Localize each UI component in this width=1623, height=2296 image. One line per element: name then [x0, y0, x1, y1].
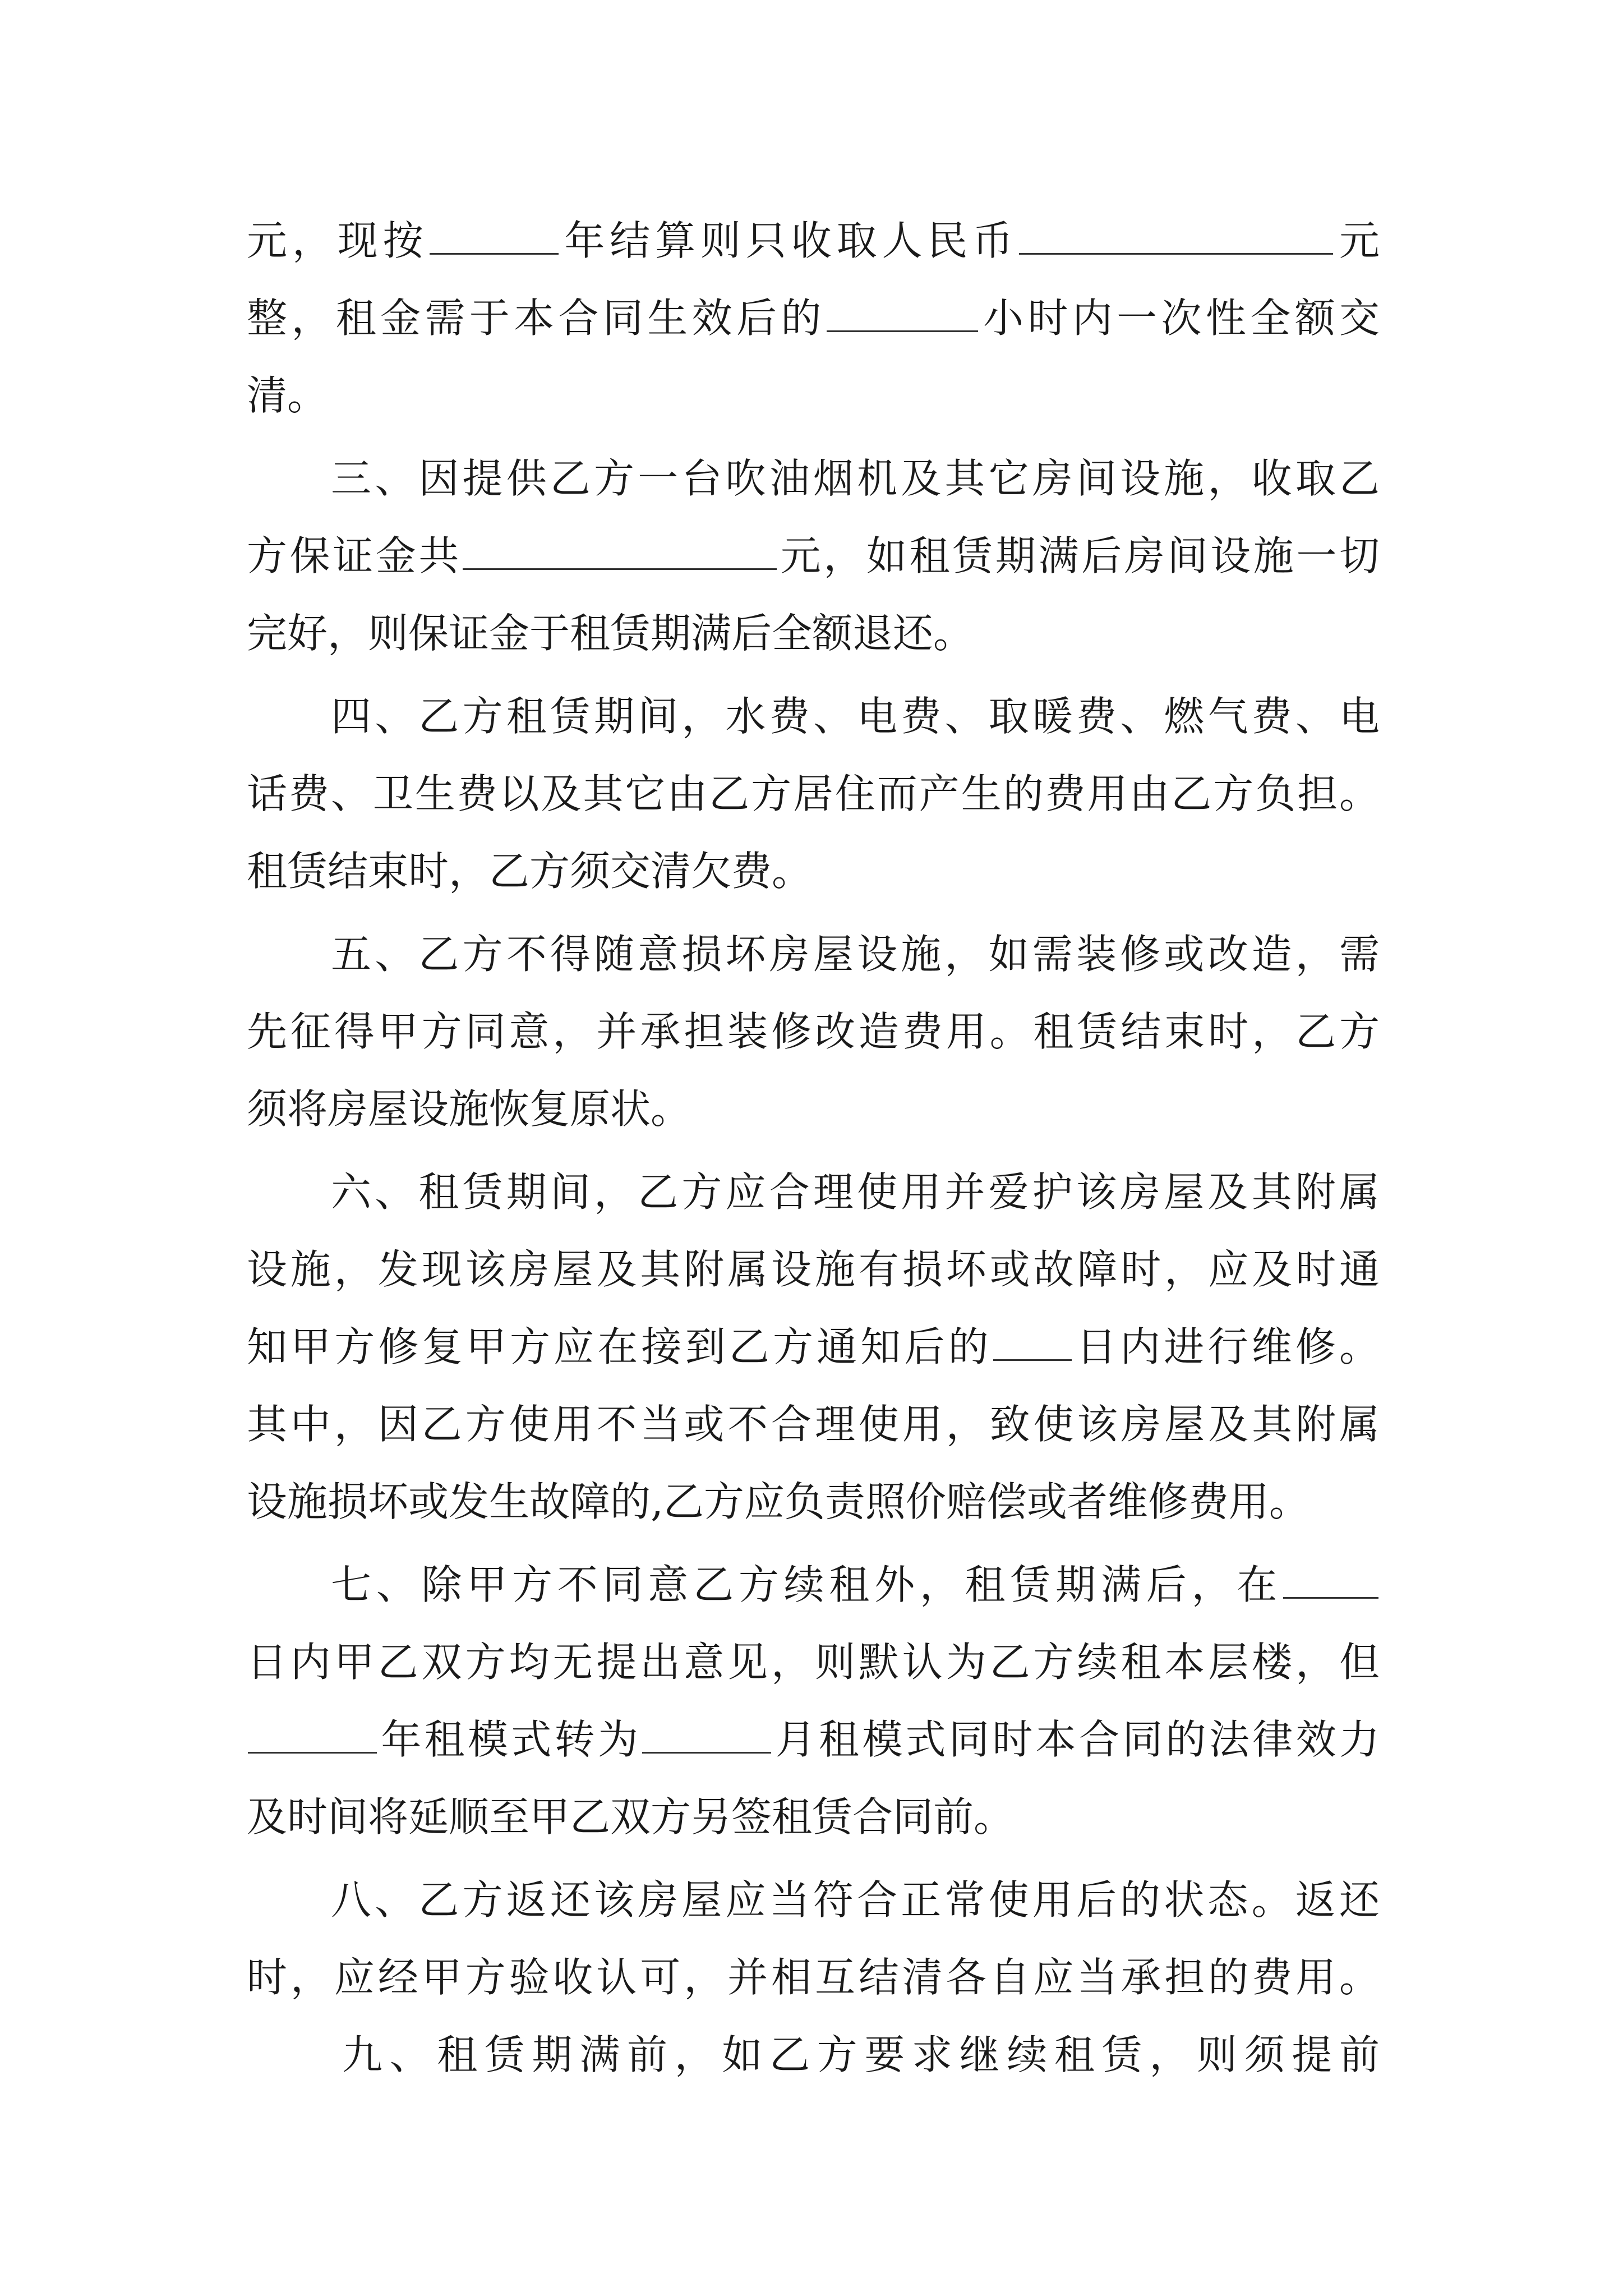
contract-body — [247, 202, 1380, 2093]
text-line — [247, 517, 1380, 595]
text-line — [247, 1701, 1380, 1778]
text-line: 其中，因乙方使用不当或不合理使用，致使该房屋及其附属 — [247, 1401, 1380, 1448]
text-segment: 年结算则只收取人民币 — [559, 217, 1018, 264]
text-line: 五、乙方不得随意损坏房屋设施，如需装修或改造，需 — [331, 931, 1380, 978]
fill-in-blank — [1283, 1565, 1378, 1599]
text-segment: 日内进行维修。 — [1072, 1323, 1380, 1370]
text-line — [247, 1546, 1380, 1623]
text-line: 话费、卫生费以及其它由乙方居住而产生的费用由乙方负担。 — [247, 770, 1380, 817]
text-line: 及时间将延顺至甲乙双方另签租赁合同前。 — [247, 1793, 1015, 1841]
fill-in-blank — [993, 1327, 1072, 1361]
text-line — [247, 1308, 1380, 1386]
fill-in-blank — [248, 1719, 377, 1754]
text-line — [247, 279, 1380, 357]
fill-in-blank — [463, 536, 777, 570]
text-segment: 整，租金需于本合同生效后的 — [247, 295, 826, 342]
text-segment: 小时内一次性全额交 — [979, 295, 1380, 342]
text-segment: 七、除甲方不同意乙方续租外，租赁期满后，在 — [331, 1561, 1282, 1608]
text-segment: 元 — [1334, 217, 1380, 264]
text-line: 九、租赁期满前，如乙方要求继续租赁，则须提前 — [342, 2031, 1380, 2078]
text-segment: 月租模式同时本合同的法律效力 — [772, 1716, 1380, 1763]
text-line: 设施损坏或发生故障的,乙方应负责照价赔偿或者维修费用。 — [247, 1478, 1310, 1525]
text-line: 六、租赁期间，乙方应合理使用并爱护该房屋及其附属 — [331, 1168, 1380, 1216]
text-line: 八、乙方返还该房屋应当符合正常使用后的状态。返还 — [331, 1876, 1380, 1924]
fill-in-blank — [1019, 220, 1333, 255]
text-line: 先征得甲方同意，并承担装修改造费用。租赁结束时，乙方 — [247, 1008, 1380, 1055]
text-segment: 元，现按 — [247, 217, 428, 264]
text-line: 时，应经甲方验收认可，并相互结清各自应当承担的费用。 — [247, 1954, 1380, 2001]
text-segment: 知甲方修复甲方应在接到乙方通知后的 — [247, 1323, 992, 1370]
text-line: 租赁结束时，乙方须交清欠费。 — [247, 848, 813, 895]
text-line — [247, 202, 1380, 279]
text-line: 须将房屋设施恢复原状。 — [247, 1085, 691, 1133]
fill-in-blank — [430, 220, 559, 255]
text-line: 设施，发现该房屋及其附属设施有损坏或故障时，应及时通 — [247, 1246, 1380, 1293]
text-line: 日内甲乙双方均无提出意见，则默认为乙方续租本层楼，但 — [247, 1639, 1380, 1686]
fill-in-blank — [827, 298, 978, 332]
fill-in-blank — [642, 1719, 771, 1754]
text-line: 三、因提供乙方一台吹油烟机及其它房间设施，收取乙 — [331, 455, 1380, 502]
text-line: 四、乙方租赁期间，水费、电费、取暖费、燃气费、电 — [331, 693, 1380, 740]
text-segment: 方保证金共 — [247, 532, 462, 579]
text-segment: 元，如租赁期满后房间设施一切 — [778, 532, 1380, 579]
text-line: 完好，则保证金于租赁期满后全额退还。 — [247, 610, 974, 657]
text-segment: 年租模式转为 — [378, 1716, 642, 1763]
text-line: 清。 — [247, 372, 328, 419]
